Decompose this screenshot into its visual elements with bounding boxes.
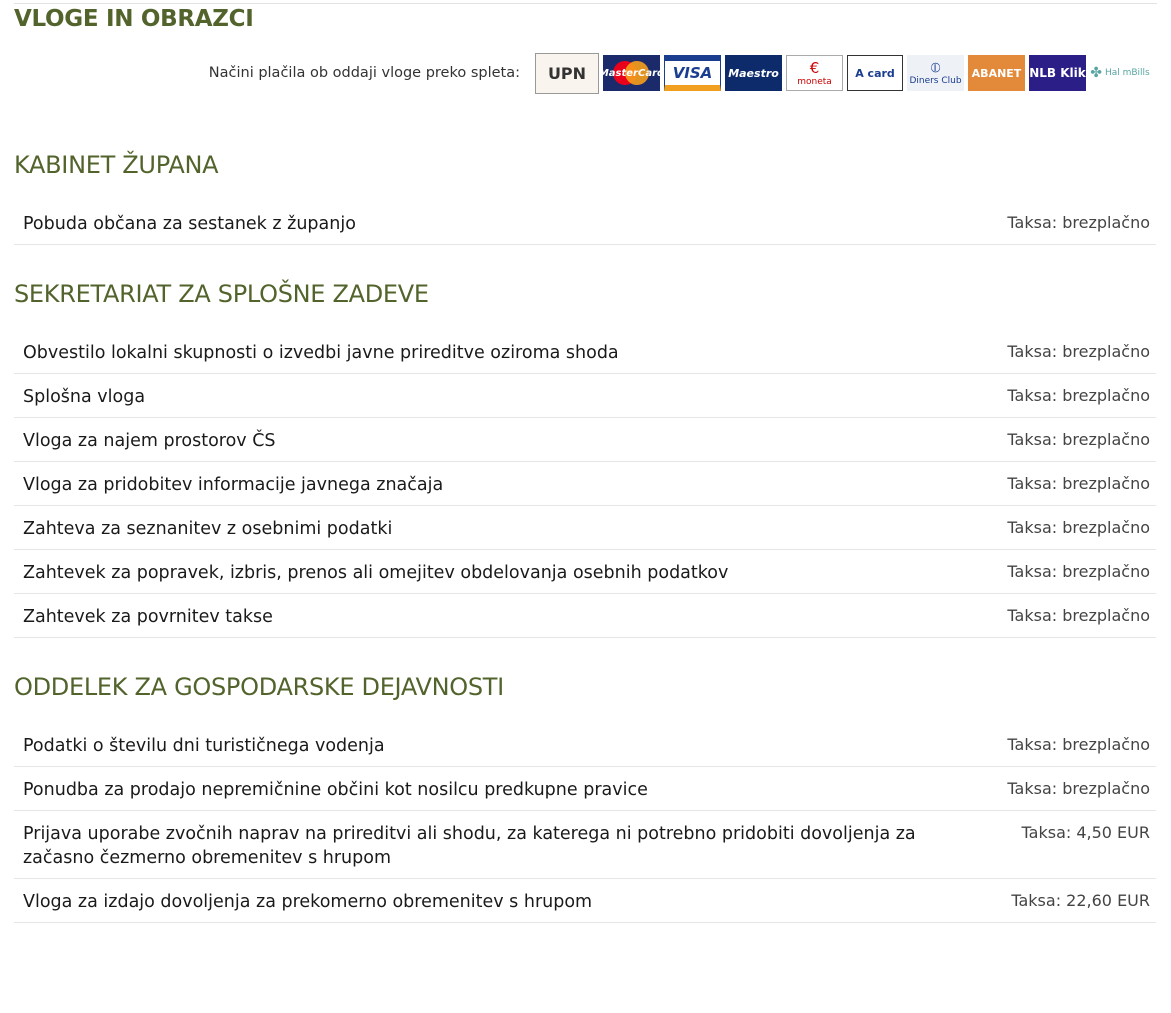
abanet-icon: ABANET	[968, 55, 1025, 91]
fee-label: Taksa: brezplačno	[1007, 386, 1150, 405]
form-row[interactable]	[14, 201, 1156, 245]
diners-club-icon: ⦶ Diners Club	[907, 55, 964, 91]
fee-label: Taksa: 4,50 EUR	[1021, 823, 1150, 842]
fee-label: Taksa: brezplačno	[1007, 430, 1150, 449]
maestro-icon: Maestro	[725, 55, 782, 91]
form-row[interactable]	[14, 879, 1156, 923]
moneta-icon: € moneta	[786, 55, 843, 91]
form-link[interactable]: Zahtevek za povrnitev takse	[23, 607, 273, 627]
mastercard-icon: MasterCard	[603, 55, 660, 91]
hal-mbills-icon: ✤ Hal mBills	[1090, 65, 1150, 81]
form-row[interactable]	[14, 811, 1156, 879]
form-row[interactable]	[14, 550, 1156, 594]
form-link[interactable]: Splošna vloga	[23, 387, 146, 407]
form-row[interactable]	[14, 330, 1156, 374]
payment-methods	[0, 52, 1150, 94]
fee-label: Taksa: brezplačno	[1007, 735, 1150, 754]
fee-label: Taksa: brezplačno	[1007, 779, 1150, 798]
form-link[interactable]: Ponudba za prodajo nepremičnine občini kot nosilcu predkupne pravice	[23, 780, 648, 800]
form-link[interactable]: Prijava uporabe zvočnih naprav na prireditvi ali shodu, za katerega ni potrebno pridobiti dovoljenja za začasno čezmerno obremenitev s hrupom	[23, 824, 916, 868]
form-link[interactable]: Vloga za izdajo dovoljenja za prekomerno obremenitev s hrupom	[23, 892, 593, 912]
form-row[interactable]	[14, 462, 1156, 506]
fee-label: Taksa: brezplačno	[1007, 213, 1150, 232]
top-divider	[14, 3, 1157, 4]
section-sekretariat	[14, 274, 1156, 638]
section-title: ODDELEK ZA GOSPODARSKE DEJAVNOSTI	[14, 673, 504, 701]
form-row[interactable]	[14, 506, 1156, 550]
section-gospodarske-dejavnosti	[14, 667, 1156, 923]
fee-label: Taksa: brezplačno	[1007, 518, 1150, 537]
form-link[interactable]: Pobuda občana za sestanek z županjo	[23, 214, 356, 234]
form-link[interactable]: Vloga za pridobitev informacije javnega značaja	[23, 475, 444, 495]
form-link[interactable]: Zahtevek za popravek, izbris, prenos ali omejitev obdelovanja osebnih podatkov	[23, 563, 729, 583]
form-row[interactable]	[14, 723, 1156, 767]
form-link[interactable]: Obvestilo lokalni skupnosti o izvedbi javne prireditve oziroma shoda	[23, 343, 619, 363]
section-title: KABINET ŽUPANA	[14, 151, 219, 179]
form-link[interactable]: Vloga za najem prostorov ČS	[23, 431, 276, 451]
fee-label: Taksa: brezplačno	[1007, 342, 1150, 361]
form-link[interactable]: Podatki o številu dni turističnega vodenja	[23, 736, 385, 756]
page-title: VLOGE IN OBRAZCI	[14, 6, 254, 32]
nlb-klik-icon: NLB Klik	[1029, 55, 1086, 91]
form-link[interactable]: Zahteva za seznanitev z osebnimi podatki	[23, 519, 393, 539]
fee-label: Taksa: brezplačno	[1007, 606, 1150, 625]
forms-list	[14, 145, 1156, 923]
fee-label: Taksa: brezplačno	[1007, 474, 1150, 493]
form-row[interactable]	[14, 374, 1156, 418]
form-row[interactable]	[14, 418, 1156, 462]
visa-icon: VISA	[664, 55, 721, 91]
section-title: SEKRETARIAT ZA SPLOŠNE ZADEVE	[14, 280, 429, 308]
form-row[interactable]	[14, 767, 1156, 811]
fee-label: Taksa: brezplačno	[1007, 562, 1150, 581]
payment-methods-label: Načini plačila ob oddaji vloge preko spleta:	[208, 65, 520, 81]
form-row[interactable]	[14, 594, 1156, 638]
activa-card-icon: A card	[847, 55, 903, 91]
upn-icon: UPN	[535, 53, 599, 94]
fee-label: Taksa: 22,60 EUR	[1011, 891, 1150, 910]
section-kabinet-zupana	[14, 145, 1156, 245]
